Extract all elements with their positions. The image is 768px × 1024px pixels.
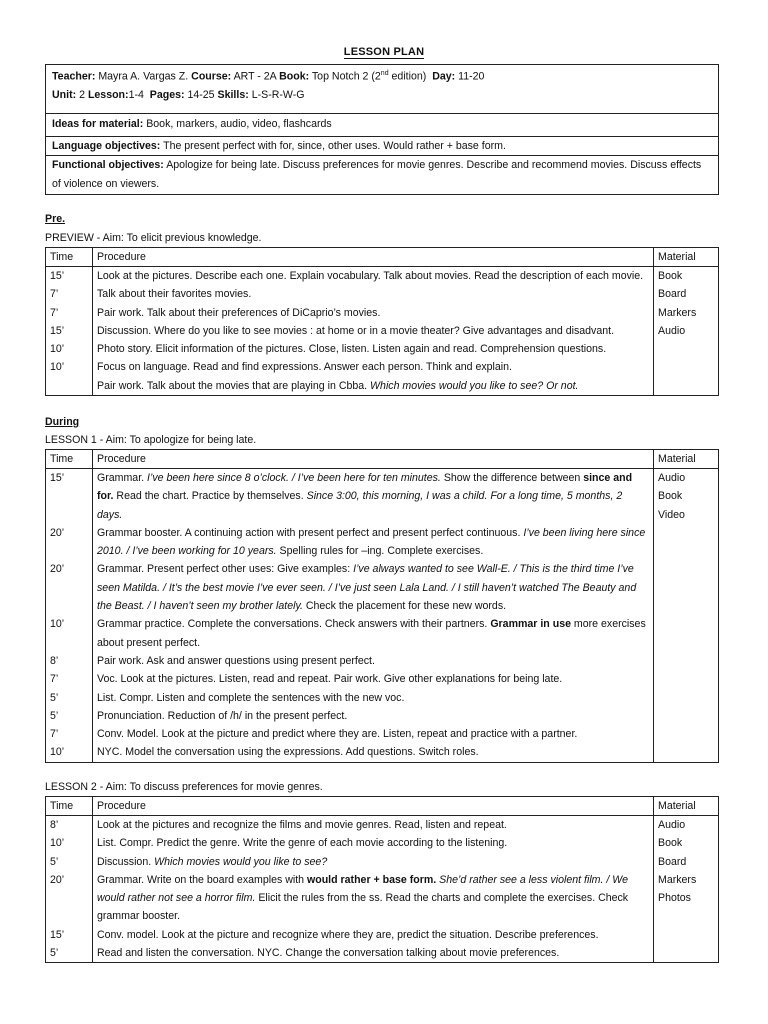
table-row (46, 469, 719, 763)
time-column: 8’ 10’ 5’ 20’ 15’ 5’ (46, 816, 93, 963)
time-column: 15’ 20’ 20’ 10’ 8’ 7’ 5’ 5’ 7’ 10’ (46, 469, 93, 763)
functional-objectives: Functional objectives: Apologize for being late. Discuss preferences for movie genres. Describe and recommend movies. Discuss effects of violence on viewers. (52, 159, 702, 190)
table-row (46, 267, 719, 396)
lesson2-aim: LESSON 2 - Aim: To discuss preferences for movie genres. (45, 781, 323, 793)
procedure-column: Grammar. I’ve been here since 8 o’clock. / I’ve been here for ten minutes. Show the difference between since and for. Read the chart. Practice by themselves. Since 3:00, this morning, I was a child. For a long time, 5 months, 2 days. Grammar booster. A continuing action with present perfect and present perfect continuous. I’ve been living here since 2010. / I’ve been working for 10 years. Spelling rules for –ing. Complete exercises. Grammar. Present perfect other uses: Give examples: I’ve always wanted to see Wall-E. / This is the third time I’ve seen Matilda. / It’s the best movie I’ve ever seen. / I’ve just seen Lala Land. / I still haven’t watched The Beauty and the Beast. / I haven’t seen my brother lately. Check the placement for these new words. Grammar practice. Complete the conversations. Check answers with their partners. Grammar in use more exercises about present perfect. Pair work. Ask and answer questions using present perfect. Voc. Look at the pictures. Listen, read and repeat. Pair work. Give other explanations for being late. List. Compr. Listen and complete the sentences with the new voc. Pronunciation. Reduction of /h/ in the present perfect. Conv. Model. Look at the picture and predict where they are. Listen, repeat and practice with a partner. NYC. Model the conversation using the expressions. Add questions. Switch roles. (93, 469, 654, 763)
header-info: Teacher: Mayra A. Vargas Z. Course: ART - 2A Book: Top Notch 2 (2nd edition) Day: 11-20 Unit: 2 Lesson:1-4 Pages: 14-25 Skills: L-S-R-W-G (46, 65, 718, 114)
col-procedure: Procedure (93, 797, 654, 816)
col-material: Material (654, 797, 719, 816)
lesson1-aim: LESSON 1 - Aim: To apologize for being late. (45, 434, 257, 446)
time-column: 15’ 7’ 7’ 15’ 10’ 10’ (46, 267, 93, 396)
lesson1-table (45, 449, 719, 763)
pre-table (45, 247, 719, 396)
table-row (46, 816, 719, 963)
col-time: Time (46, 248, 93, 267)
col-material: Material (654, 248, 719, 267)
material-column: Audio Book Video (654, 469, 719, 763)
procedure-column: Look at the pictures and recognize the films and movie genres. Read, listen and repeat. List. Compr. Predict the genre. Write the genre of each movie according to the listening. Discussion. Which movies would you like to see? Grammar. Write on the board examples with would rather + base form. She’d rather see a less violent film. / We would rather not see a horror film. Elicit the rules from the ss. Read the charts and complete the exercises. Check grammar booster. Conv. model. Look at the picture and recognize where they are, predict the situation. Describe preferences. Read and listen the conversation. NYC. Change the conversation talking about movie preferences. (93, 816, 654, 963)
pre-heading: Pre. (45, 213, 66, 225)
col-procedure: Procedure (93, 248, 654, 267)
col-time: Time (46, 450, 93, 469)
pre-aim: PREVIEW - Aim: To elicit previous knowledge. (45, 232, 262, 244)
procedure-column: Look at the pictures. Describe each one. Explain vocabulary. Talk about movies. Read the description of each movie. Talk about their favorites movies. Pair work. Talk about their preferences of DiCaprio’s movies. Discussion. Where do you like to see movies : at home or in a movie theater? Give advantages and disadvant. Photo story. Elicit information of the pictures. Close, listen. Listen again and read. Comprehension questions. Focus on language. Read and find expressions. Answer each person. Think and explain. Pair work. Talk about the movies that are playing in Cbba. Which movies would you like to see? Or not. (93, 267, 654, 396)
material-column: Book Board Markers Audio (654, 267, 719, 396)
page-title: LESSON PLAN (343, 46, 425, 58)
lesson2-table (45, 796, 719, 963)
during-heading: During (45, 416, 80, 428)
header-box (45, 64, 719, 195)
col-time: Time (46, 797, 93, 816)
col-material: Material (654, 450, 719, 469)
materials-row: Ideas for material: Book, markers, audio, video, flashcards (46, 114, 718, 137)
material-column: Audio Book Board Markers Photos (654, 816, 719, 963)
language-objectives: Language objectives: The present perfect with for, since, other uses. Would rather + base form. (46, 137, 718, 156)
col-procedure: Procedure (93, 450, 654, 469)
